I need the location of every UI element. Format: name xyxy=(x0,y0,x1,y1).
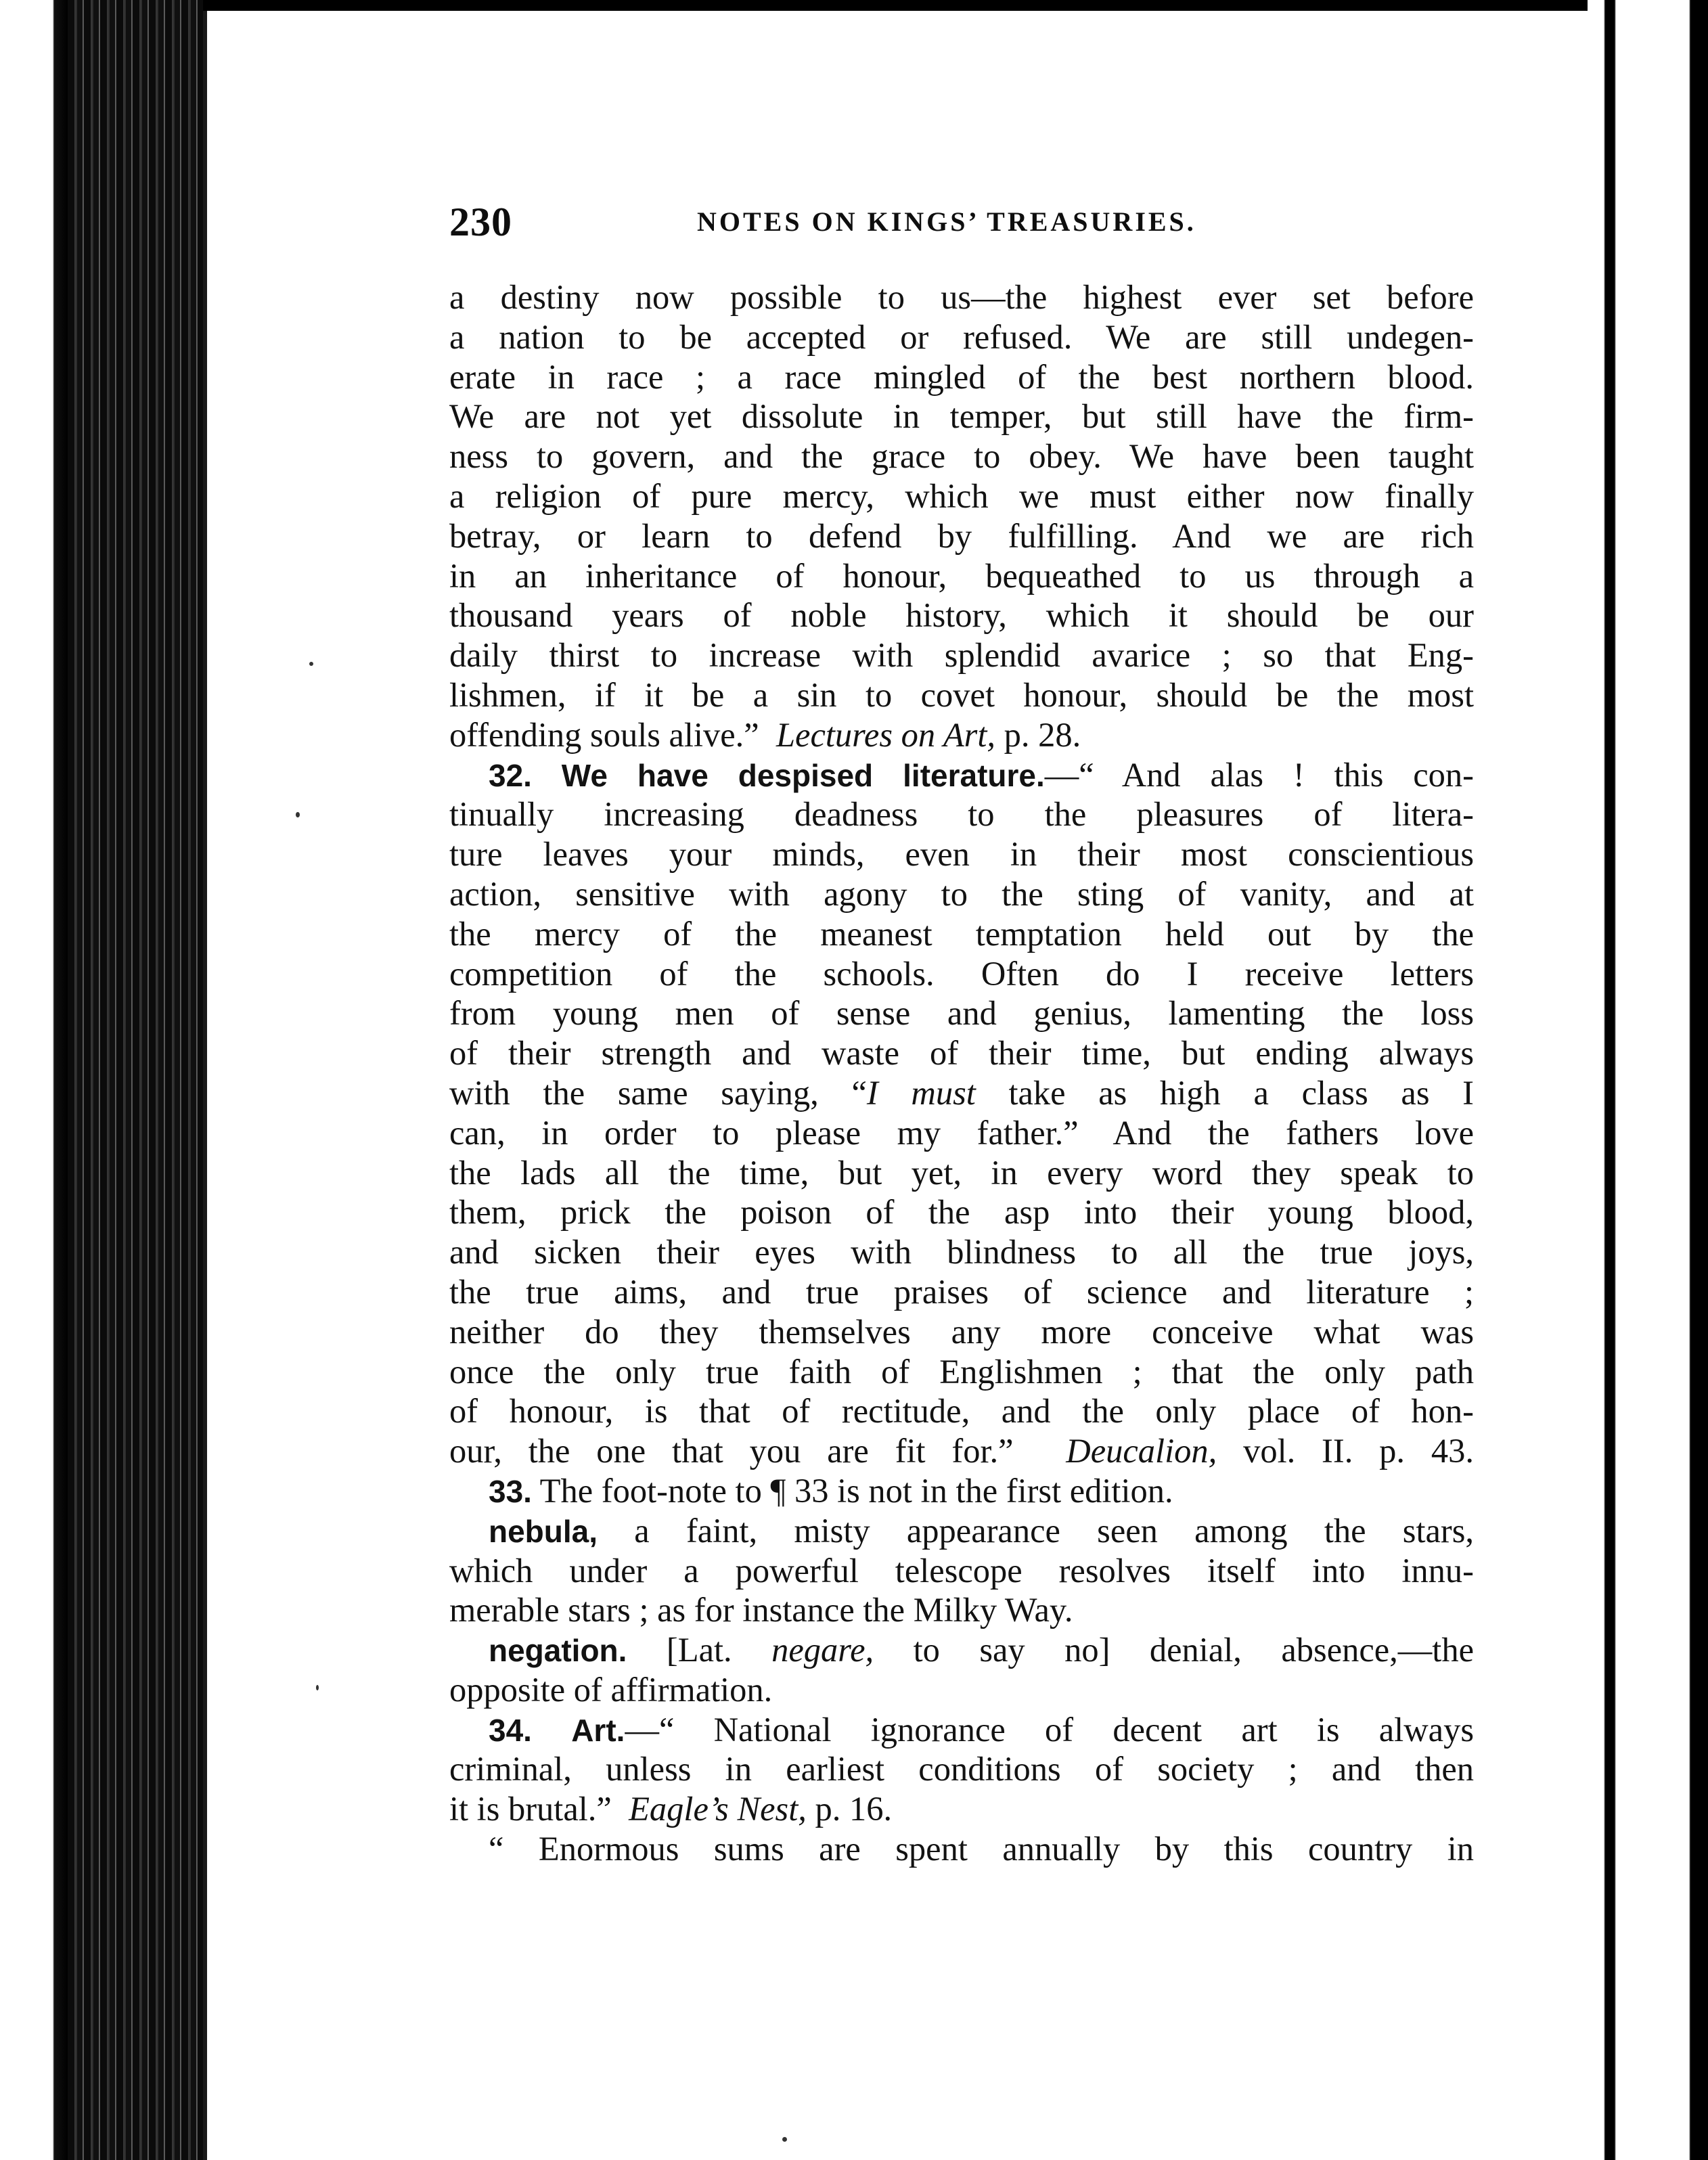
text-line: “ Enormous sums are spent annually by this country in xyxy=(489,1830,1474,1868)
text-line: daily thirst to increase with splendid avarice ; so that Eng- xyxy=(449,636,1474,675)
text-line: them, prick the poison of the asp into their young blood, xyxy=(449,1193,1474,1232)
text-line: the lads all the time, but yet, in every word they speak to xyxy=(449,1153,1474,1192)
text-line: a destiny now possible to us—the highest ever set before xyxy=(449,278,1474,316)
text-line xyxy=(449,1789,1474,1829)
text-line: the true aims, and true praises of science and literature ; xyxy=(449,1272,1474,1311)
specks xyxy=(782,2137,787,2142)
text-line xyxy=(449,1630,1474,1670)
body-text xyxy=(449,277,1474,1869)
note-heading: We have despised literature. xyxy=(561,757,1045,793)
page-stack-edge xyxy=(68,0,203,2160)
text-line: action, sensitive with agony to the sting of vanity, and at xyxy=(449,874,1474,913)
text-line xyxy=(449,755,1474,795)
citation-title: Deucalion, xyxy=(1066,1432,1217,1470)
citation-title: Eagle’s Nest, xyxy=(629,1790,807,1828)
text-line: the mercy of the meanest temptation held out by the xyxy=(449,914,1474,953)
text-line: ness to govern, and the grace to obey. We have been taught xyxy=(449,437,1474,476)
text-line: of honour, is that of rectitude, and the only place of hon- xyxy=(449,1392,1474,1431)
text-line: once the only true faith of Englishmen ; that the only path xyxy=(449,1352,1474,1391)
text-line: from young men of sense and genius, lamenting the loss xyxy=(449,994,1474,1033)
text-line: criminal, unless in earliest conditions of society ; and then xyxy=(449,1750,1474,1788)
text-line: opposite of affirmation. xyxy=(449,1670,773,1709)
text-line: of their strength and waste of their time, but ending always xyxy=(449,1034,1474,1073)
quote-end: our, the one that you are fit for.” xyxy=(449,1432,1014,1470)
latin-term: negare, xyxy=(771,1631,874,1669)
text-line xyxy=(449,1431,1474,1471)
note-number: 33. xyxy=(489,1473,532,1509)
text-line: ture leaves your minds, even in their most conscientious xyxy=(449,835,1474,874)
left-page-edge xyxy=(0,0,68,2160)
note-number: 34. xyxy=(489,1712,532,1748)
quote-emphasis: I must xyxy=(866,1073,976,1112)
top-page-border xyxy=(203,0,1590,11)
note-text: [Lat. xyxy=(627,1631,772,1669)
running-title: NOTES ON KINGS’ TREASURIES. xyxy=(697,206,1196,237)
text-line xyxy=(449,1073,1474,1113)
page-number: 230 xyxy=(449,200,512,244)
text-line xyxy=(449,1710,1474,1750)
text-line: merable stars ; as for instance the Milky Way. xyxy=(449,1591,1073,1629)
text-line: erate in race ; a race mingled of the best northern blood. xyxy=(449,357,1474,396)
quote-rest: take as high a class as I xyxy=(975,1073,1474,1112)
quote-lead: with the same saying, “ xyxy=(449,1073,867,1112)
quote-end: offending souls alive.” xyxy=(449,715,759,754)
text-line: We are not yet dissolute in temper, but still have the firm- xyxy=(449,397,1474,436)
text-line: and sicken their eyes with blindness to all the true joys, xyxy=(449,1233,1474,1272)
text-line: thousand years of noble history, which it should be our xyxy=(449,596,1474,635)
citation-page: vol. II. p. 43. xyxy=(1243,1432,1474,1470)
note-heading: nebula, xyxy=(489,1513,598,1549)
text-line: competition of the schools. Often do I receive letters xyxy=(449,954,1474,993)
note-text: —“ National ignorance of decent art is always xyxy=(625,1710,1474,1749)
note-heading: Art. xyxy=(571,1712,625,1748)
right-binding-edge xyxy=(1588,0,1708,2160)
text-line: which under a powerful telescope resolves itself into innu- xyxy=(449,1551,1474,1590)
citation-page: p. 28. xyxy=(1004,715,1081,754)
note-text: to say no] denial, absence,—the xyxy=(874,1631,1474,1669)
text-line xyxy=(449,715,1474,755)
text-line: can, in order to please my father.” And the fathers love xyxy=(449,1113,1474,1152)
text-line: lishmen, if it be a sin to covet honour, should be the most xyxy=(449,675,1474,714)
note-text: The foot-note to ¶ 33 is not in the first edition. xyxy=(539,1471,1173,1510)
note-text: —“ And alas ! this con- xyxy=(1044,755,1474,794)
text-line xyxy=(449,1471,1474,1511)
specks xyxy=(316,1685,319,1690)
text-line: betray, or learn to defend by fulfilling. And we are rich xyxy=(449,516,1474,555)
text-line: neither do they themselves any more conceive what was xyxy=(449,1312,1474,1351)
text-line: a religion of pure mercy, which we must either now finally xyxy=(449,476,1474,515)
text-line: tinually increasing deadness to the pleasures of litera- xyxy=(449,795,1474,834)
citation-title: Lectures on Art, xyxy=(776,715,995,754)
text-line xyxy=(449,1511,1474,1551)
text-line: a nation to be accepted or refused. We are still undegen- xyxy=(449,317,1474,356)
citation-page: p. 16. xyxy=(815,1790,893,1828)
note-number: 32. xyxy=(489,757,532,793)
specks xyxy=(296,812,300,817)
note-text: a faint, misty appearance seen among the stars, xyxy=(598,1511,1474,1550)
text-line: in an inheritance of honour, bequeathed to us through a xyxy=(449,556,1474,595)
specks xyxy=(309,662,313,666)
quote-end: it is brutal.” xyxy=(449,1790,612,1828)
running-head xyxy=(449,199,1471,249)
note-heading: negation. xyxy=(489,1633,627,1669)
